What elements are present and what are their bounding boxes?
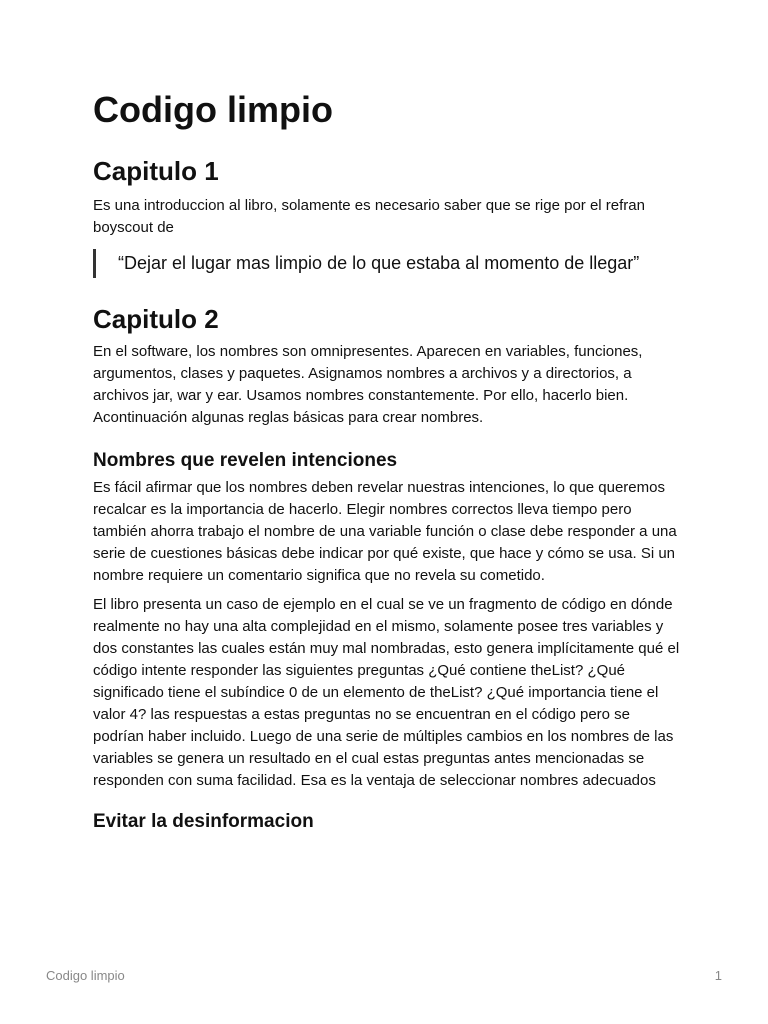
chapter-2-paragraph: En el software, los nombres son omnipresentes. Aparecen en variables, funciones, argumentos, clases y paquetes. Asignamos nombres a archivos y a directorios, a archivos jar, war y ear. Usamos nombres constantemente. Por ello, hacerlo bien. Acontinuación algunas reglas básicas para crear nombres. [93, 343, 643, 426]
section-heading-intenciones: Nombres que revelen intenciones [93, 450, 398, 471]
document-body [93, 86, 683, 835]
chapter-1-heading: Capitulo 1 [93, 156, 219, 186]
blockquote-text: “Dejar el lugar mas limpio de lo que estaba al momento de llegar” [118, 253, 640, 273]
section-heading-desinformacion: Evitar la desinformacion [93, 811, 314, 832]
chapter-2-heading: Capitulo 2 [93, 304, 219, 334]
footer-page-number: 1 [714, 968, 722, 983]
blockquote [93, 249, 683, 278]
chapter-1-paragraph: Es una introduccion al libro, solamente es necesario saber que se rige por el refran boyscout de [93, 197, 645, 236]
document-title: Codigo limpio [93, 89, 333, 130]
section-paragraph-2: El libro presenta un caso de ejemplo en el cual se ve un fragmento de código en dónde realmente no hay una alta complejidad en el mismo, solamente posee tres variables y dos constantes las cuales están muy mal nombradas, esto genera implícitamente qué el código intente responder las siguientes preguntas ¿Qué contiene theList? ¿Qué significado tiene el subíndice 0 de un elemento de theList? ¿Qué importancia tiene el valor 4? las respuestas a estas preguntas no se encuentran en el código pero se podrían haber incluido. Luego de una serie de múltiples cambios en los nombres de las variables se genera un resultado en el cual estas preguntas antes mencionadas se responden con suma facilidad. Esa es la ventaja de seleccionar nombres adecuados [93, 596, 680, 789]
section-paragraph-1: Es fácil afirmar que los nombres deben revelar nuestras intenciones, lo que queremos recalcar es la importancia de hacerlo. Elegir nombres correctos lleva tiempo pero también ahorra trabajo el nombre de una variable función o clase debe responder a una serie de cuestiones básicas debe indicar por qué existe, que hace y cómo se usa. Si un nombre requiere un comentario significa que no revela su cometido. [93, 479, 677, 584]
footer-document-title: Codigo limpio [46, 968, 125, 983]
